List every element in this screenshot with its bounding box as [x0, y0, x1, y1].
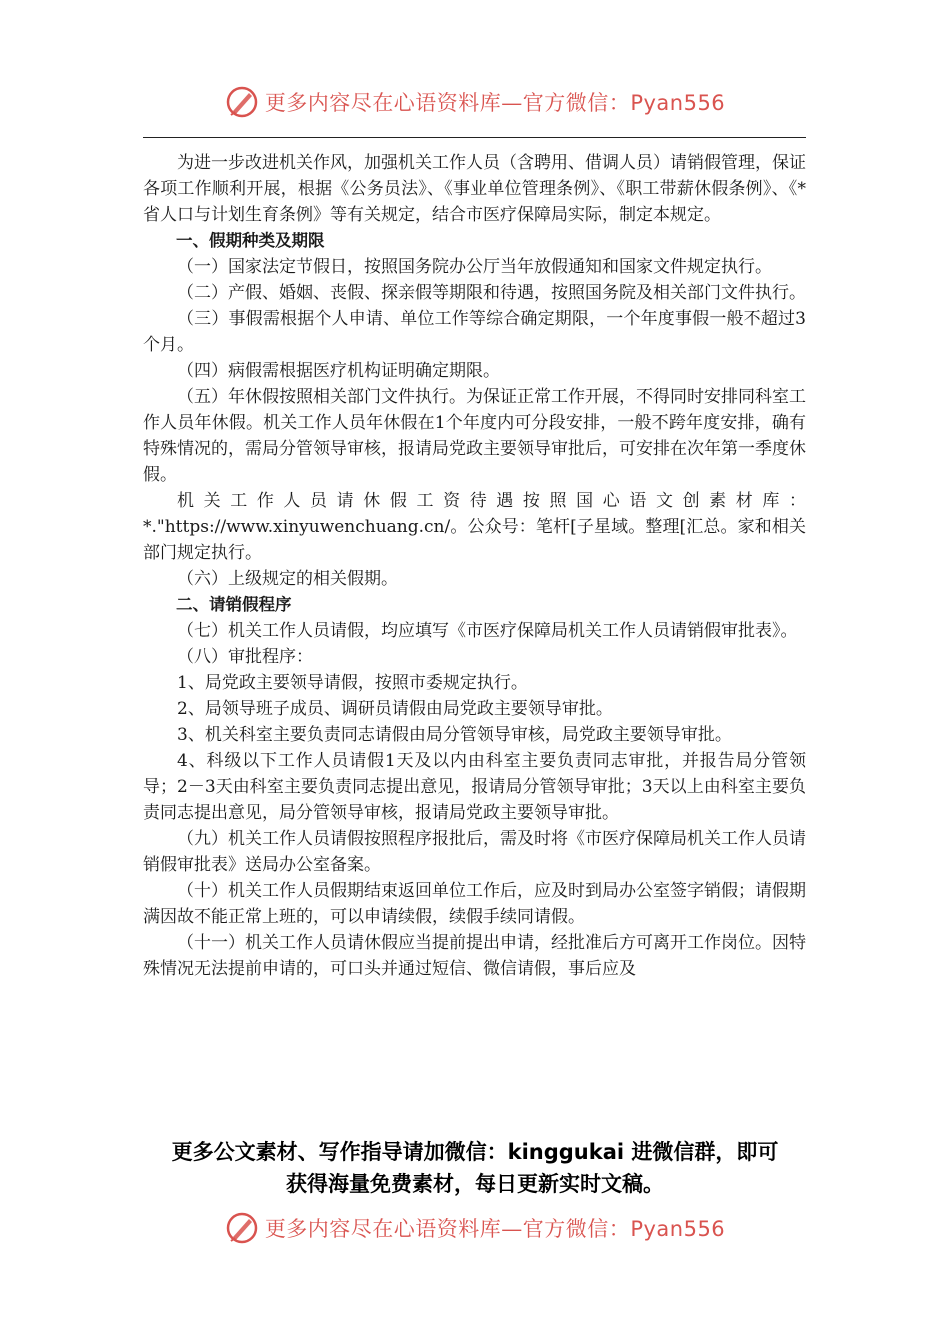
- header-banner: [0, 82, 950, 122]
- paragraph-advance-request: （十一）机关工作人员请休假应当提前提出申请，经批准后方可离开工作岗位。因特殊情况无法提前申请的，可口头并通过短信、微信请假，事后应及: [143, 933, 806, 979]
- footer-banner-text: 更多内容尽在心语资料库—官方微信：Pyan556: [264, 1217, 726, 1241]
- list-item-3: 3、机关科室主要负责同志请假由局分管领导审核，局党政主要领导审批。: [177, 725, 732, 745]
- header-rule: [143, 137, 806, 138]
- promo-line-2: 获得海量免费素材，每日更新实时文稿。: [286, 1172, 664, 1196]
- section-heading-1: 一、假期种类及期限: [176, 231, 325, 250]
- list-item-2: 2、局领导班子成员、调研员请假由局党政主要领导审批。: [177, 699, 613, 719]
- pen-logo-icon: [225, 85, 259, 119]
- section-heading-2: 二、请销假程序: [176, 595, 292, 614]
- promo-line-1: 更多公文素材、写作指导请加微信：kinggukai 进微信群，即可: [171, 1140, 779, 1164]
- paragraph-filing: （九）机关工作人员请假按照程序报批后，需及时将《市医疗保障局机关工作人员请销假审批表》送局办公室备案。: [143, 829, 806, 875]
- paragraph-annual-leave: （五）年休假按照相关部门文件执行。为保证正常工作开展，不得同时安排同科室工作人员年休假。机关工作人员年休假在1个年度内可分段安排，一般不跨年度安排，确有特殊情况的，需局分管领导审核，报请局党政主要领导审批后，可安排在次年第一季度休假。: [143, 387, 806, 485]
- list-item-4: 4、科级以下工作人员请假1天及以内由科室主要负责同志审批，并报告局分管领导；2－3天由科室主要负责同志提出意见，报请局分管领导审批；3天以上由科室主要负责同志提出意见，局分管领导审核，报请局党政主要领导审批。: [143, 751, 806, 823]
- header-banner-text: 更多内容尽在心语资料库—官方微信：Pyan556: [264, 91, 726, 115]
- paragraph-holiday: （一）国家法定节假日，按照国务院办公厅当年放假通知和国家文件规定执行。: [177, 257, 772, 277]
- paragraph-wages: 机关工作人员请休假工资待遇按照国心语文创素材库：*."https://www.xinyuwenchuang.cn/。公众号：笔杆[子星域。整理[汇总。家和相关部门规定执行。: [143, 491, 806, 563]
- paragraph-maternity: （二）产假、婚姻、丧假、探亲假等期限和待遇，按照国务院及相关部门文件执行。: [177, 283, 806, 303]
- list-item-1: 1、局党政主要领导请假，按照市委规定执行。: [177, 673, 528, 693]
- intro-paragraph: 为进一步改进机关作风，加强机关工作人员（含聘用、借调人员）请销假管理，保证各项工作顺利开展，根据《公务员法》、《事业单位管理条例》、《职工带薪休假条例》、《*省人口与计划生育条例》等有关规定，结合市医疗保障局实际，制定本规定。: [143, 153, 806, 225]
- paragraph-approval: （八）审批程序：: [177, 647, 313, 667]
- pen-logo-icon: [225, 1211, 259, 1245]
- document-body: [143, 150, 806, 982]
- footer-banner: [0, 1208, 950, 1248]
- paragraph-return: （十）机关工作人员假期结束返回单位工作后，应及时到局办公室签字销假；请假期满因故不能正常上班的，可以申请续假，续假手续同请假。: [143, 881, 806, 927]
- paragraph-sick-leave: （四）病假需根据医疗机构证明确定期限。: [177, 361, 500, 381]
- promo-text: [0, 1136, 950, 1200]
- paragraph-personal-leave: （三）事假需根据个人申请、单位工作等综合确定期限，一个年度事假一般不超过3个月。: [143, 309, 806, 355]
- paragraph-form: （七）机关工作人员请假，均应填写《市医疗保障局机关工作人员请销假审批表》。: [177, 621, 798, 641]
- paragraph-superior-leave: （六）上级规定的相关假期。: [177, 569, 398, 589]
